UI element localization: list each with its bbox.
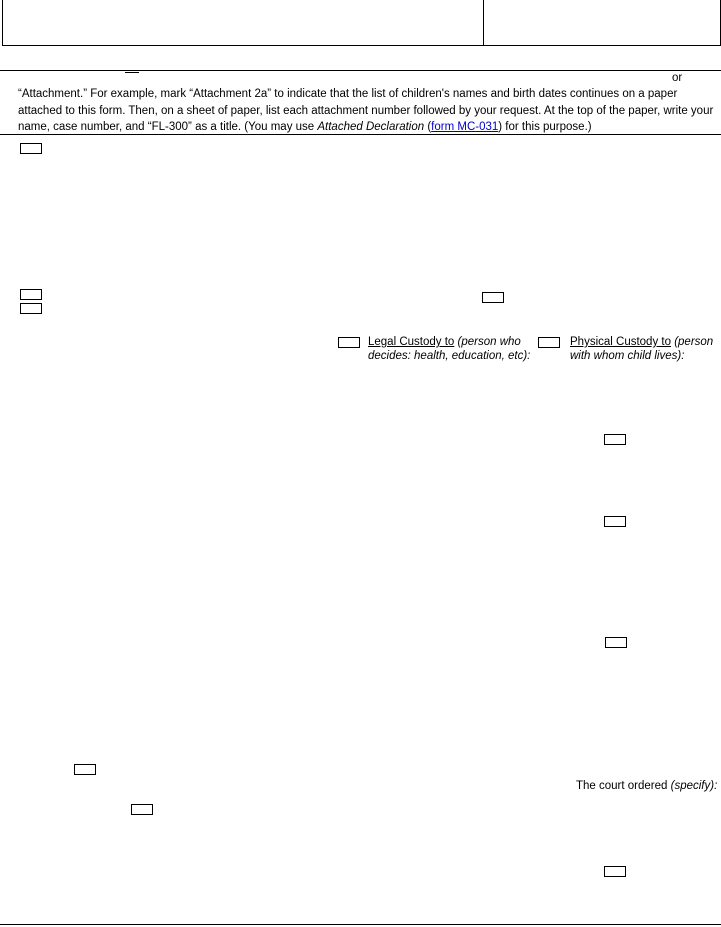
checkbox[interactable]	[604, 434, 626, 445]
checkbox[interactable]	[482, 292, 504, 303]
checkbox[interactable]	[604, 516, 626, 527]
legal-custody-checkbox[interactable]	[338, 337, 360, 348]
divider	[0, 924, 721, 925]
physical-custody-checkbox[interactable]	[538, 337, 560, 348]
legal-custody-label: Legal Custody to (person who decides: health, education, etc):	[368, 336, 531, 362]
or-text: or	[672, 72, 683, 84]
instructions-paragraph: “Attachment.” For example, mark “Attachment 2a” to indicate that the list of children's names and birth dates continues on a paper attached to this form. Then, on a sheet of paper, list each attachment number followed by your request. At the top of the paper, write your name, case number, and “FL-300” as a title. (You may use Attached Declaration (form MC-031) for this purpose.)	[18, 88, 714, 133]
physical-custody-label: Physical Custody to (person with whom child lives):	[570, 336, 714, 362]
checkbox[interactable]	[604, 866, 626, 877]
divider	[0, 70, 721, 71]
form-header	[2, 0, 721, 46]
court-ordered-label: The court ordered (specify):	[576, 780, 718, 792]
checkbox[interactable]	[20, 143, 42, 154]
form-mc-031-link[interactable]: form MC-031	[431, 121, 499, 133]
checkbox[interactable]	[131, 804, 153, 815]
checkbox[interactable]	[20, 289, 42, 300]
mark	[125, 72, 139, 73]
checkbox[interactable]	[605, 637, 627, 648]
header-divider	[483, 0, 484, 45]
checkbox[interactable]	[20, 303, 42, 314]
checkbox[interactable]	[74, 764, 96, 775]
divider	[0, 134, 721, 135]
